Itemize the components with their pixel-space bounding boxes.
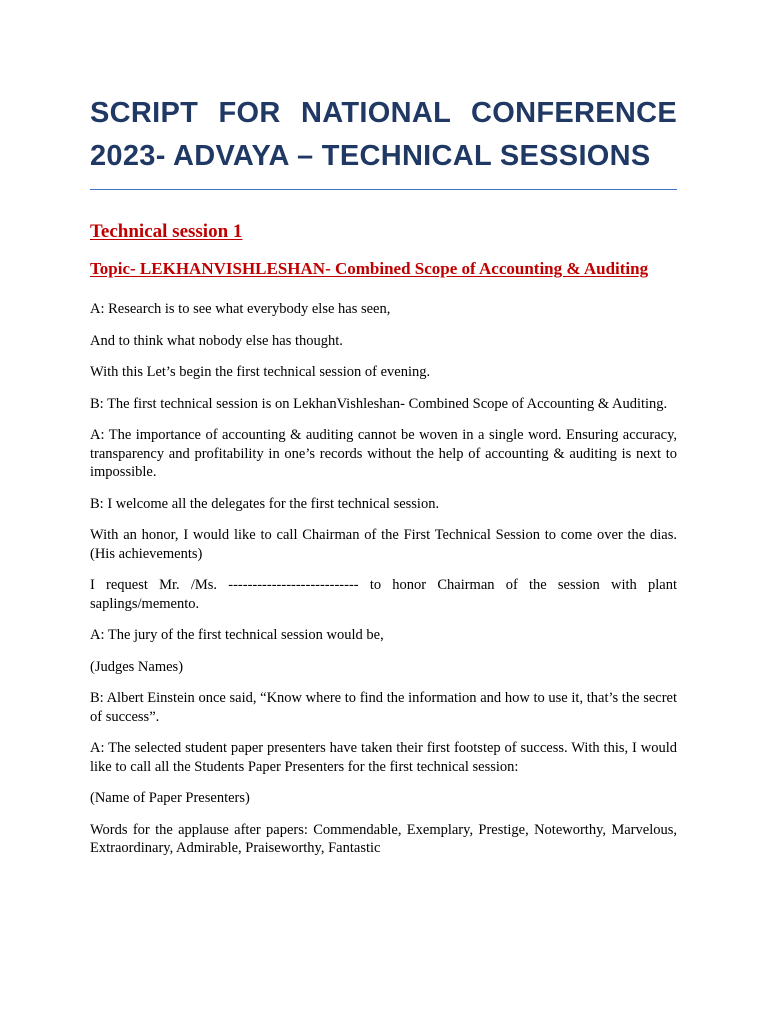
paragraph: I request Mr. /Ms. --------------------------- to honor Chairman of the session with plant saplings/memento.	[90, 577, 677, 612]
paragraph: A: The jury of the first technical session would be,	[90, 627, 384, 643]
paragraph: A: Research is to see what everybody else has seen,	[90, 301, 391, 317]
paragraph: With an honor, I would like to call Chairman of the First Technical Session to come over the dias. (His achievements)	[90, 527, 677, 562]
paragraph: A: The importance of accounting & auditing cannot be woven in a single word. Ensuring accuracy, transparency and profitability in one’s records without the help of accounting & auditing is next to impossible.	[90, 427, 677, 480]
paragraph: B: Albert Einstein once said, “Know where to find the information and how to use it, that’s the secret of success”.	[90, 690, 677, 725]
paragraph: And to think what nobody else has thought.	[90, 332, 343, 349]
session-heading: Technical session 1	[90, 221, 243, 242]
paragraph: With this Let’s begin the first technical session of evening.	[90, 364, 431, 380]
paragraph: B: I welcome all the delegates for the first technical session.	[90, 495, 440, 512]
topic-heading: Topic- LEKHANVISHLESHAN- Combined Scope of Accounting & Auditing	[90, 259, 649, 278]
paragraph: (Name of Paper Presenters)	[90, 790, 250, 806]
paragraph: B: The first technical session is on LekhanVishleshan- Combined Scope of Accounting & Auditing.	[90, 395, 668, 412]
title-divider	[90, 189, 677, 190]
paragraph: (Judges Names)	[90, 658, 184, 675]
document-title: SCRIPT FOR NATIONAL CONFERENCE 2023- ADVAYA – TECHNICAL SESSIONS	[90, 97, 677, 172]
document-page	[90, 0, 677, 871]
script-body	[90, 300, 677, 858]
paragraph: A: The selected student paper presenters have taken their first footstep of success. With this, I would like to call all the Students Paper Presenters for the first technical session:	[90, 740, 677, 775]
paragraph: Words for the applause after papers: Commendable, Exemplary, Prestige, Noteworthy, Marvelous, Extraordinary, Admirable, Praiseworthy, Fantastic	[90, 821, 677, 856]
